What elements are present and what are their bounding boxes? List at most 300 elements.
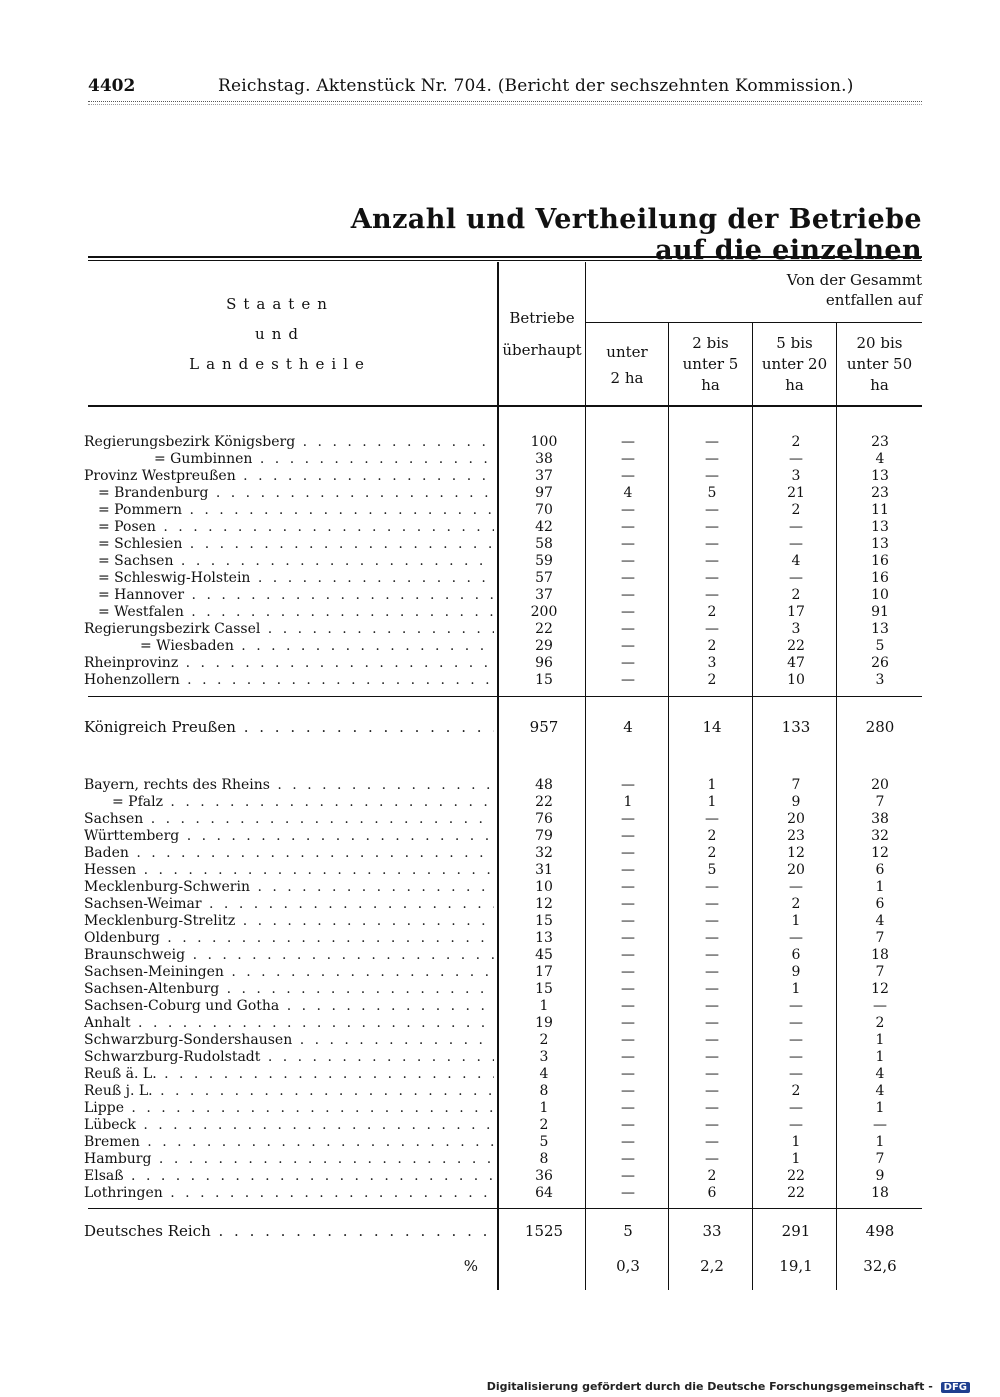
- cell-unter-2: —: [621, 879, 635, 895]
- cell-2-5: —: [705, 1100, 719, 1116]
- cell-2-5: 1: [707, 777, 717, 793]
- cell-20-50: 91: [871, 604, 889, 620]
- cell-20-50: 10: [871, 587, 889, 603]
- table-row: [80, 434, 922, 451]
- row-label: Mecklenburg-Schwerin . . .: [84, 879, 494, 896]
- cell-unter-2: —: [621, 964, 635, 980]
- row-label: = Westfalen . . .: [84, 604, 494, 621]
- cell-unter-2: —: [621, 862, 635, 878]
- cell-2-5: —: [705, 434, 719, 450]
- header-landestheile: Landestheile: [189, 355, 371, 373]
- cell-5-20: 12: [787, 845, 805, 861]
- cell-20-50: 38: [871, 811, 889, 827]
- cell-2-5: 2: [707, 845, 717, 861]
- cell-betriebe: 200: [530, 604, 558, 620]
- row-label: Sachsen . . .: [84, 811, 494, 828]
- cell-unter-2: —: [621, 811, 635, 827]
- cell-5-20: —: [789, 1032, 803, 1048]
- cell-5-20: —: [789, 570, 803, 586]
- cell-5-20: 7: [791, 777, 801, 793]
- cell-2-5: 2,2: [700, 1257, 724, 1275]
- cell-2-5: —: [705, 468, 719, 484]
- cell-2-5: 2: [707, 604, 717, 620]
- row-label: Hamburg . . .: [84, 1151, 494, 1168]
- table-row: [80, 930, 922, 947]
- cell-unter-2: 0,3: [616, 1257, 640, 1275]
- table-row: [80, 811, 922, 828]
- cell-20-50: 12: [871, 845, 889, 861]
- cell-2-5: —: [705, 1134, 719, 1150]
- cell-betriebe: 19: [535, 1015, 553, 1031]
- cell-5-20: 291: [781, 1222, 811, 1240]
- row-label: Lothringen . . .: [84, 1185, 494, 1202]
- table-row: [80, 502, 922, 519]
- cell-5-20: —: [789, 1049, 803, 1065]
- cell-unter-2: —: [621, 655, 635, 671]
- cell-2-5: —: [705, 621, 719, 637]
- cell-5-20: —: [789, 879, 803, 895]
- cell-betriebe: 96: [535, 655, 553, 671]
- cell-5-20: 9: [791, 794, 801, 810]
- cell-20-50: 16: [871, 570, 889, 586]
- cell-2-5: —: [705, 998, 719, 1014]
- cell-5-20: 3: [791, 621, 801, 637]
- cell-unter-2: —: [621, 913, 635, 929]
- cell-2-5: 2: [707, 638, 717, 654]
- header-sub-2-line2: unter 5: [682, 355, 739, 373]
- row-label: Hessen . . .: [84, 862, 494, 879]
- table-row: [80, 947, 922, 964]
- cell-betriebe: 2: [539, 1032, 549, 1048]
- reich-separator-rule: [88, 1208, 922, 1209]
- cell-betriebe: 1525: [524, 1222, 564, 1240]
- row-label: Anhalt . . .: [84, 1015, 494, 1032]
- cell-betriebe: 15: [535, 672, 553, 688]
- cell-betriebe: 57: [535, 570, 553, 586]
- cell-unter-2: —: [621, 536, 635, 552]
- row-label: Deutsches Reich . . .: [84, 1223, 494, 1240]
- cell-betriebe: 45: [535, 947, 553, 963]
- cell-betriebe: 70: [535, 502, 553, 518]
- table-row: [80, 777, 922, 794]
- cell-20-50: 11: [871, 502, 889, 518]
- row-label: Baden . . .: [84, 845, 494, 862]
- cell-unter-2: —: [621, 981, 635, 997]
- cell-betriebe: 22: [535, 621, 553, 637]
- cell-20-50: 3: [875, 672, 885, 688]
- table-row: [80, 1185, 922, 1202]
- cell-20-50: 13: [871, 468, 889, 484]
- cell-5-20: 1: [791, 1151, 801, 1167]
- cell-5-20: 2: [791, 587, 801, 603]
- cell-2-5: —: [705, 1066, 719, 1082]
- running-title: Reichstag. Aktenstück Nr. 704. (Bericht der sechszehnten Kommission.): [218, 76, 854, 96]
- cell-20-50: 7: [875, 794, 885, 810]
- cell-betriebe: 37: [535, 468, 553, 484]
- cell-unter-2: —: [621, 1032, 635, 1048]
- cell-20-50: 4: [875, 451, 885, 467]
- cell-2-5: —: [705, 1151, 719, 1167]
- cell-20-50: 280: [865, 718, 895, 736]
- table-row: [80, 587, 922, 604]
- cell-2-5: —: [705, 930, 719, 946]
- row-label: = Pommern . . .: [84, 502, 494, 519]
- row-label: Reuß j. L. . . .: [84, 1083, 494, 1100]
- header-ueberhaupt: überhaupt: [502, 341, 582, 359]
- cell-unter-2: —: [621, 1083, 635, 1099]
- cell-5-20: 2: [791, 1083, 801, 1099]
- cell-20-50: 13: [871, 536, 889, 552]
- row-label: Reuß ä. L. . . .: [84, 1066, 494, 1083]
- cell-unter-2: —: [621, 553, 635, 569]
- cell-2-5: 2: [707, 828, 717, 844]
- cell-betriebe: 79: [535, 828, 553, 844]
- cell-unter-2: 4: [623, 485, 633, 501]
- table-row: [80, 570, 922, 587]
- cell-unter-2: —: [621, 845, 635, 861]
- cell-2-5: 5: [707, 862, 717, 878]
- table-row: [80, 1151, 922, 1168]
- row-label: = Hannover . . .: [84, 587, 494, 604]
- cell-betriebe: 957: [529, 718, 559, 736]
- cell-unter-2: —: [621, 672, 635, 688]
- row-label: = Sachsen . . .: [84, 553, 494, 570]
- table-row: [80, 828, 922, 845]
- cell-20-50: 1: [875, 1100, 885, 1116]
- cell-5-20: 17: [787, 604, 805, 620]
- cell-20-50: 2: [875, 1015, 885, 1031]
- row-label: Schwarzburg-Rudolstadt . . .: [84, 1049, 494, 1066]
- cell-unter-2: —: [621, 621, 635, 637]
- header-sub-4-line1: 20 bis: [856, 334, 903, 352]
- cell-5-20: —: [789, 998, 803, 1014]
- table-row: [80, 1117, 922, 1134]
- row-label: Lübeck . . .: [84, 1117, 494, 1134]
- dfg-logo-icon: DFG: [941, 1382, 970, 1393]
- header-bottom-rule: [88, 405, 922, 407]
- cell-unter-2: —: [621, 1049, 635, 1065]
- cell-5-20: 2: [791, 896, 801, 912]
- cell-betriebe: 48: [535, 777, 553, 793]
- cell-5-20: 1: [791, 981, 801, 997]
- table-row: [80, 1032, 922, 1049]
- cell-20-50: 1: [875, 1134, 885, 1150]
- cell-2-5: —: [705, 879, 719, 895]
- cell-betriebe: 100: [530, 434, 558, 450]
- cell-2-5: —: [705, 913, 719, 929]
- cell-5-20: 22: [787, 638, 805, 654]
- cell-betriebe: 15: [535, 981, 553, 997]
- cell-unter-2: —: [621, 1100, 635, 1116]
- cell-betriebe: 38: [535, 451, 553, 467]
- table-row: [80, 485, 922, 502]
- cell-5-20: 22: [787, 1185, 805, 1201]
- cell-2-5: 2: [707, 672, 717, 688]
- cell-20-50: 5: [875, 638, 885, 654]
- cell-betriebe: 17: [535, 964, 553, 980]
- table-row: [80, 536, 922, 553]
- cell-5-20: 2: [791, 434, 801, 450]
- cell-2-5: —: [705, 536, 719, 552]
- table-row: [80, 845, 922, 862]
- row-label: Lippe . . .: [84, 1100, 494, 1117]
- header-staaten: Staaten: [226, 295, 334, 313]
- cell-betriebe: 64: [535, 1185, 553, 1201]
- cell-5-20: —: [789, 451, 803, 467]
- cell-betriebe: 10: [535, 879, 553, 895]
- cell-unter-2: —: [621, 896, 635, 912]
- cell-5-20: 47: [787, 655, 805, 671]
- table-row: [80, 1100, 922, 1117]
- cell-20-50: 12: [871, 981, 889, 997]
- digitization-footer: [487, 1380, 970, 1393]
- header-sub-1-line2: 2 ha: [610, 369, 644, 387]
- cell-2-5: —: [705, 553, 719, 569]
- row-label: Sachsen-Altenburg . . .: [84, 981, 494, 998]
- percent-row: [80, 1258, 922, 1275]
- header-betriebe: Betriebe: [509, 309, 575, 327]
- row-label: = Pfalz . . .: [84, 794, 494, 811]
- cell-betriebe: 8: [539, 1151, 549, 1167]
- cell-2-5: 5: [707, 485, 717, 501]
- cell-5-20: 3: [791, 468, 801, 484]
- header-sub-4-line2: unter 50: [846, 355, 913, 373]
- cell-betriebe: 97: [535, 485, 553, 501]
- table-top-rule: [88, 256, 922, 258]
- cell-5-20: —: [789, 1015, 803, 1031]
- cell-unter-2: —: [621, 828, 635, 844]
- cell-20-50: 7: [875, 930, 885, 946]
- cell-2-5: —: [705, 811, 719, 827]
- cell-5-20: 9: [791, 964, 801, 980]
- table-row: [80, 981, 922, 998]
- cell-unter-2: —: [621, 451, 635, 467]
- cell-20-50: 4: [875, 913, 885, 929]
- cell-20-50: 26: [871, 655, 889, 671]
- cell-betriebe: 8: [539, 1083, 549, 1099]
- cell-unter-2: —: [621, 998, 635, 1014]
- cell-5-20: 1: [791, 1134, 801, 1150]
- cell-unter-2: —: [621, 502, 635, 518]
- cell-20-50: 4: [875, 1083, 885, 1099]
- cell-5-20: 22: [787, 1168, 805, 1184]
- table-row: [80, 896, 922, 913]
- cell-betriebe: 36: [535, 1168, 553, 1184]
- cell-unter-2: —: [621, 777, 635, 793]
- cell-unter-2: —: [621, 1185, 635, 1201]
- row-label: = Wiesbaden . . .: [84, 638, 494, 655]
- cell-2-5: 6: [707, 1185, 717, 1201]
- row-label: Provinz Westpreußen . . .: [84, 468, 494, 485]
- cell-20-50: 20: [871, 777, 889, 793]
- header-sub-3-line2: unter 20: [761, 355, 828, 373]
- table-row: [80, 638, 922, 655]
- prussia-separator-rule: [88, 696, 922, 697]
- table-row: [80, 1134, 922, 1151]
- table-row: [80, 1168, 922, 1185]
- cell-2-5: —: [705, 570, 719, 586]
- cell-2-5: 14: [702, 718, 722, 736]
- table-row: [80, 553, 922, 570]
- total-row-prussia: [80, 719, 922, 736]
- row-label: Schwarzburg-Sondershausen . . .: [84, 1032, 494, 1049]
- cell-20-50: 9: [875, 1168, 885, 1184]
- header-group-line1: Von der Gesammt: [786, 271, 922, 289]
- cell-betriebe: 22: [535, 794, 553, 810]
- cell-5-20: —: [789, 1100, 803, 1116]
- cell-5-20: 21: [787, 485, 805, 501]
- cell-5-20: 2: [791, 502, 801, 518]
- cell-unter-2: —: [621, 604, 635, 620]
- cell-20-50: 1: [875, 879, 885, 895]
- cell-5-20: —: [789, 536, 803, 552]
- row-label: Bayern, rechts des Rheins . . .: [84, 777, 494, 794]
- cell-betriebe: 5: [539, 1134, 549, 1150]
- cell-unter-2: —: [621, 930, 635, 946]
- cell-betriebe: 42: [535, 519, 553, 535]
- table-row: [80, 519, 922, 536]
- header-sub-3-line3: ha: [785, 376, 804, 394]
- row-label: = Posen . . .: [84, 519, 494, 536]
- table-row: [80, 879, 922, 896]
- cell-unter-2: —: [621, 1134, 635, 1150]
- cell-5-20: —: [789, 1117, 803, 1133]
- row-label: Bremen . . .: [84, 1134, 494, 1151]
- row-label: Elsaß . . .: [84, 1168, 494, 1185]
- table-row: [80, 1083, 922, 1100]
- cell-unter-2: —: [621, 434, 635, 450]
- cell-unter-2: —: [621, 468, 635, 484]
- cell-20-50: 1: [875, 1032, 885, 1048]
- cell-2-5: —: [705, 1117, 719, 1133]
- cell-20-50: —: [873, 1117, 887, 1133]
- cell-unter-2: —: [621, 570, 635, 586]
- table-row: [80, 672, 922, 689]
- row-label: Regierungsbezirk Cassel . . .: [84, 621, 494, 638]
- cell-20-50: 498: [865, 1222, 895, 1240]
- header-sub-3-line1: 5 bis: [776, 334, 813, 352]
- cell-5-20: 4: [791, 553, 801, 569]
- cell-20-50: 23: [871, 434, 889, 450]
- table-row: [80, 655, 922, 672]
- table-row: [80, 1015, 922, 1032]
- cell-betriebe: 2: [539, 1117, 549, 1133]
- cell-betriebe: 32: [535, 845, 553, 861]
- row-label: = Gumbinnen . . .: [84, 451, 494, 468]
- cell-2-5: —: [705, 1083, 719, 1099]
- header-sub-1-line1: unter: [606, 343, 648, 361]
- cell-unter-2: 4: [623, 718, 633, 736]
- cell-5-20: —: [789, 1066, 803, 1082]
- percent-sign: %: [463, 1258, 478, 1275]
- cell-5-20: 19,1: [779, 1257, 813, 1275]
- cell-2-5: —: [705, 947, 719, 963]
- cell-2-5: —: [705, 587, 719, 603]
- row-label: = Brandenburg . . .: [84, 485, 494, 502]
- table-row: [80, 913, 922, 930]
- cell-20-50: 6: [875, 896, 885, 912]
- cell-5-20: 6: [791, 947, 801, 963]
- cell-2-5: 2: [707, 1168, 717, 1184]
- cell-2-5: —: [705, 964, 719, 980]
- page-number: 4402: [88, 76, 136, 96]
- table-row: [80, 964, 922, 981]
- table-row: [80, 621, 922, 638]
- row-label: Regierungsbezirk Königsberg . . .: [84, 434, 494, 451]
- header-und: und: [255, 325, 305, 343]
- cell-betriebe: 13: [535, 930, 553, 946]
- cell-20-50: 13: [871, 519, 889, 535]
- cell-20-50: 32: [871, 828, 889, 844]
- cell-5-20: 1: [791, 913, 801, 929]
- table-row: [80, 862, 922, 879]
- row-label: Mecklenburg-Strelitz . . .: [84, 913, 494, 930]
- row-label: Sachsen-Coburg und Gotha . . .: [84, 998, 494, 1015]
- cell-unter-2: —: [621, 587, 635, 603]
- cell-2-5: —: [705, 519, 719, 535]
- cell-20-50: 1: [875, 1049, 885, 1065]
- cell-5-20: 10: [787, 672, 805, 688]
- table-row: [80, 1066, 922, 1083]
- row-label: Württemberg . . .: [84, 828, 494, 845]
- table-row: [80, 468, 922, 485]
- row-label: Rheinprovinz . . .: [84, 655, 494, 672]
- cell-20-50: 7: [875, 964, 885, 980]
- cell-5-20: 23: [787, 828, 805, 844]
- header-sub-2-line3: ha: [701, 376, 720, 394]
- cell-20-50: 13: [871, 621, 889, 637]
- cell-20-50: 16: [871, 553, 889, 569]
- cell-betriebe: 29: [535, 638, 553, 654]
- row-label: = Schlesien . . .: [84, 536, 494, 553]
- cell-unter-2: 1: [623, 794, 633, 810]
- cell-betriebe: 15: [535, 913, 553, 929]
- cell-20-50: 6: [875, 862, 885, 878]
- cell-unter-2: —: [621, 1168, 635, 1184]
- cell-2-5: —: [705, 1032, 719, 1048]
- cell-2-5: —: [705, 1015, 719, 1031]
- cell-20-50: 23: [871, 485, 889, 501]
- cell-unter-2: —: [621, 1151, 635, 1167]
- cell-unter-2: 5: [623, 1222, 633, 1240]
- row-label: Braunschweig . . .: [84, 947, 494, 964]
- table-row: [80, 998, 922, 1015]
- cell-5-20: —: [789, 930, 803, 946]
- cell-betriebe: 37: [535, 587, 553, 603]
- cell-2-5: —: [705, 896, 719, 912]
- cell-5-20: 20: [787, 811, 805, 827]
- table-top-rule-thin: [88, 260, 922, 261]
- cell-2-5: —: [705, 1049, 719, 1065]
- cell-betriebe: 59: [535, 553, 553, 569]
- cell-2-5: 33: [702, 1222, 722, 1240]
- row-label: Sachsen-Weimar . . .: [84, 896, 494, 913]
- cell-betriebe: 12: [535, 896, 553, 912]
- table-row: [80, 451, 922, 468]
- cell-unter-2: —: [621, 519, 635, 535]
- table-title: Anzahl und Vertheilung der Betriebe auf die einzelnen: [350, 204, 922, 266]
- cell-2-5: —: [705, 451, 719, 467]
- header-group-line2: entfallen auf: [825, 291, 922, 309]
- row-label: Sachsen-Meiningen . . .: [84, 964, 494, 981]
- cell-20-50: —: [873, 998, 887, 1014]
- cell-20-50: 32,6: [863, 1257, 897, 1275]
- table-row: [80, 794, 922, 811]
- cell-betriebe: 4: [539, 1066, 549, 1082]
- group-header-rule: [586, 322, 922, 323]
- cell-2-5: 1: [707, 794, 717, 810]
- header-sub-4-line3: ha: [870, 376, 889, 394]
